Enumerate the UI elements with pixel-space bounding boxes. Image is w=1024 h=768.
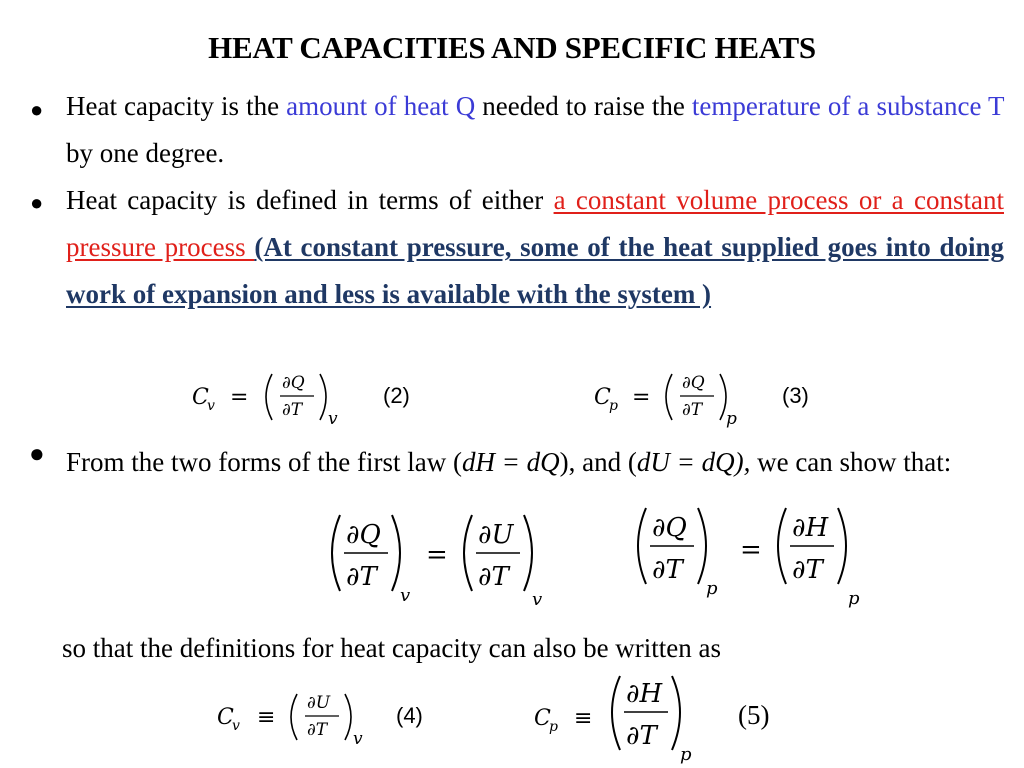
eq3-symbol: C [594, 385, 611, 410]
eq5-numerator: ∂H [626, 679, 663, 709]
equation-2-number: (2) [383, 383, 410, 408]
left-paren [291, 694, 297, 740]
page-title: HEAT CAPACITIES AND SPECIFIC HEATS [208, 30, 816, 65]
eq4-denominator: ∂T [307, 720, 328, 740]
eqv-subscript-1: v [400, 585, 411, 606]
eqv-denominator-1: ∂T [346, 562, 377, 592]
equation-5 [532, 670, 712, 766]
text-run: ), and ( [559, 447, 637, 477]
text-run: we can show that: [750, 447, 952, 477]
so-that-text: so that the definitions for heat capacity can also be written as [62, 633, 722, 663]
right-paren [672, 676, 680, 750]
bullet-3-text [66, 439, 1004, 486]
eqp-denominator-1: ∂T [652, 555, 683, 585]
left-paren [778, 508, 786, 584]
right-paren [392, 515, 400, 591]
equation-dh-dq: dH = dQ [461, 447, 560, 477]
eq5-subscript: p [549, 719, 558, 735]
bullet-marker: ● [30, 190, 44, 215]
bullet-1-text [66, 83, 1004, 177]
text-run: needed to raise the [475, 91, 692, 121]
eq3-numerator: ∂Q [682, 373, 705, 393]
eq2-numerator: ∂Q [282, 373, 305, 393]
eq5-paren-subscript: p [680, 744, 692, 765]
right-paren [524, 515, 532, 591]
right-paren [698, 508, 706, 584]
eq4-subscript: v [232, 718, 240, 734]
eq2-paren-subscript: v [328, 409, 338, 429]
equation-p-identity [628, 500, 868, 612]
eqv-numerator-1: ∂Q [346, 520, 381, 550]
eq4-numerator: ∂U [307, 693, 331, 713]
eq4-symbol: C [217, 705, 234, 730]
eq3-equals: = [632, 385, 651, 410]
equation-4 [215, 682, 375, 752]
equation-3-number: (3) [782, 383, 809, 408]
text-run: Heat capacity is defined in terms of either [66, 185, 554, 215]
right-paren [345, 694, 351, 740]
bullet-2-text [66, 177, 1004, 318]
text-run: From the two forms of the first law ( [66, 447, 462, 477]
eqv-equals: = [426, 540, 448, 570]
right-paren [838, 508, 846, 584]
left-paren [464, 515, 472, 591]
eq3-subscript: p [609, 398, 618, 414]
text-run: by one degree. [66, 138, 225, 168]
eq2-denominator: ∂T [282, 400, 303, 420]
eq3-paren-subscript: p [726, 409, 737, 429]
eq2-subscript: v [207, 398, 215, 414]
bullet-marker: ● [29, 439, 45, 468]
equation-du-dq: dU = dQ), [636, 447, 751, 477]
equation-4-number: (4) [396, 703, 423, 728]
eqp-denominator-2: ∂T [792, 555, 823, 585]
eq5-denominator: ∂T [626, 721, 657, 751]
highlight-amount-of-heat: amount of heat Q [286, 91, 476, 121]
left-paren [332, 515, 340, 591]
eq5-symbol: C [534, 706, 551, 731]
text-run: Heat capacity is the [66, 91, 287, 121]
highlight-process-types: a constant volume process or a constant pressure process [66, 185, 1004, 262]
eq2-equals: = [230, 385, 249, 410]
highlight-temperature: temperature of a substance T [691, 91, 1004, 121]
eqp-numerator-2: ∂H [792, 513, 829, 543]
bullet-marker: ● [30, 97, 44, 122]
eq3-denominator: ∂T [682, 400, 703, 420]
equation-3 [592, 362, 752, 432]
equation-v-identity [322, 505, 562, 615]
left-paren [612, 676, 620, 750]
eqp-numerator-1: ∂Q [652, 513, 687, 543]
eqv-denominator-2: ∂T [478, 562, 509, 592]
left-paren [666, 374, 672, 420]
eqp-equals: = [740, 535, 762, 565]
left-paren [638, 508, 646, 584]
eqv-subscript-2: v [532, 589, 543, 610]
eq4-paren-subscript: v [353, 729, 363, 749]
right-paren [320, 374, 326, 420]
eq2-symbol: C [192, 385, 209, 410]
eqp-subscript-1: p [706, 578, 718, 599]
eq5-equiv: ≡ [574, 706, 593, 731]
eqv-numerator-2: ∂U [478, 520, 514, 550]
equation-5-number: (5) [738, 700, 770, 730]
equation-2 [190, 362, 350, 432]
left-paren [266, 374, 272, 420]
highlight-constant-pressure-note: (At constant pressure, some of the heat supplied goes into doing work of expansion and less is available with the system ) [66, 232, 1004, 309]
eq4-equiv: ≡ [257, 705, 276, 730]
eqp-subscript-2: p [848, 588, 860, 609]
